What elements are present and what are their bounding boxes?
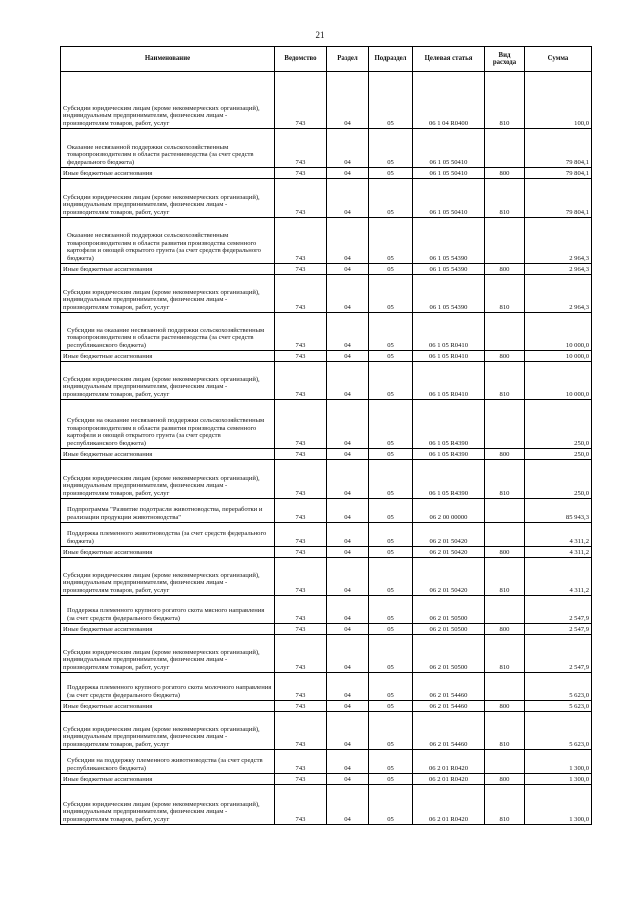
row-section: 04 (327, 499, 369, 523)
header-ministry: Ведомство (275, 47, 327, 72)
table-row (61, 596, 592, 624)
row-ministry: 743 (275, 275, 327, 313)
row-expense-type: 810 (485, 362, 525, 400)
row-expense-type (485, 313, 525, 351)
table-row (61, 499, 592, 523)
row-name: Иные бюджетные ассигнования (61, 449, 275, 460)
table-row (61, 750, 592, 774)
row-ministry: 743 (275, 400, 327, 449)
row-name: Субсидии юридическим лицам (кроме некоммерческих организаций), индивидуальным предпринимателям, физическим лицам - производителям товаров, работ, услуг (61, 362, 275, 400)
row-subsection: 05 (369, 701, 413, 712)
row-expense-type: 810 (485, 460, 525, 499)
row-name: Подпрограмма "Развитие подотрасли животноводства, переработки и реализации продукции животноводства" (61, 499, 275, 523)
row-ministry: 743 (275, 750, 327, 774)
row-target: 06 1 05 50410 (413, 179, 485, 218)
row-section: 04 (327, 635, 369, 673)
row-name: Иные бюджетные ассигнования (61, 624, 275, 635)
row-subsection: 05 (369, 449, 413, 460)
row-name: Субсидии на оказание несвязанной поддержки сельскохозяйственным товаропроизводителям в области растениеводства (за счет средств республиканского бюджета) (61, 313, 275, 351)
row-expense-type: 810 (485, 712, 525, 750)
row-subsection: 05 (369, 523, 413, 547)
row-section: 04 (327, 351, 369, 362)
header-subsection: Подраздел (369, 47, 413, 72)
row-ministry: 743 (275, 701, 327, 712)
row-name: Субсидии юридическим лицам (кроме некоммерческих организаций), индивидуальным предпринимателям, физическим лицам - производителям товаров, работ, услуг (61, 635, 275, 673)
row-subsection: 05 (369, 785, 413, 825)
row-name: Поддержка племенного крупного рогатого скота молочного направления (за счет средств федерального бюджета) (61, 673, 275, 701)
row-name: Субсидии юридическим лицам (кроме некоммерческих организаций), индивидуальным предпринимателям, физическим лицам - производителям товаров, работ, услуг (61, 712, 275, 750)
table-row (61, 547, 592, 558)
row-subsection: 05 (369, 673, 413, 701)
row-expense-type (485, 523, 525, 547)
row-section: 04 (327, 218, 369, 264)
row-amount: 4 311,2 (525, 547, 592, 558)
row-amount: 79 804,1 (525, 129, 592, 168)
row-target: 06 2 01 R0420 (413, 750, 485, 774)
row-ministry: 743 (275, 774, 327, 785)
row-name: Субсидии юридическим лицам (кроме некоммерческих организаций), индивидуальным предпринимателям, физическим лицам - производителям товаров, работ, услуг (61, 72, 275, 129)
table-row (61, 712, 592, 750)
table-row (61, 72, 592, 129)
row-target: 06 2 01 50420 (413, 558, 485, 596)
row-target: 06 2 01 50500 (413, 624, 485, 635)
table-row (61, 218, 592, 264)
row-section: 04 (327, 701, 369, 712)
row-ministry: 743 (275, 499, 327, 523)
row-amount: 250,0 (525, 400, 592, 449)
row-section: 04 (327, 712, 369, 750)
row-amount: 1 300,0 (525, 750, 592, 774)
header-section: Раздел (327, 47, 369, 72)
row-subsection: 05 (369, 596, 413, 624)
table-header-row (61, 47, 592, 72)
row-subsection: 05 (369, 264, 413, 275)
row-ministry: 743 (275, 351, 327, 362)
row-amount: 2 964,3 (525, 218, 592, 264)
row-expense-type: 810 (485, 275, 525, 313)
row-amount: 85 943,3 (525, 499, 592, 523)
row-subsection: 05 (369, 460, 413, 499)
row-expense-type (485, 750, 525, 774)
row-section: 04 (327, 168, 369, 179)
row-amount: 10 000,0 (525, 313, 592, 351)
row-expense-type (485, 596, 525, 624)
table-row (61, 558, 592, 596)
row-expense-type (485, 400, 525, 449)
table-row (61, 400, 592, 449)
row-amount: 2 547,9 (525, 624, 592, 635)
row-section: 04 (327, 596, 369, 624)
row-subsection: 05 (369, 313, 413, 351)
row-amount: 250,0 (525, 460, 592, 499)
row-subsection: 05 (369, 558, 413, 596)
row-amount: 2 964,3 (525, 275, 592, 313)
table-row (61, 523, 592, 547)
row-amount: 2 547,9 (525, 635, 592, 673)
row-subsection: 05 (369, 362, 413, 400)
row-subsection: 05 (369, 624, 413, 635)
row-section: 04 (327, 547, 369, 558)
row-section: 04 (327, 449, 369, 460)
row-name: Иные бюджетные ассигнования (61, 264, 275, 275)
row-target: 06 1 05 R0410 (413, 351, 485, 362)
row-target: 06 1 05 R0410 (413, 313, 485, 351)
row-target: 06 1 05 R4390 (413, 449, 485, 460)
row-amount: 2 964,3 (525, 264, 592, 275)
table-row (61, 635, 592, 673)
row-expense-type: 800 (485, 624, 525, 635)
row-amount: 79 804,1 (525, 179, 592, 218)
row-target: 06 1 05 54390 (413, 275, 485, 313)
row-subsection: 05 (369, 179, 413, 218)
row-target: 06 1 05 54390 (413, 218, 485, 264)
row-name: Поддержка племенного животноводства (за счет средств федерального бюджета) (61, 523, 275, 547)
row-name: Иные бюджетные ассигнования (61, 774, 275, 785)
table-row (61, 179, 592, 218)
row-ministry: 743 (275, 313, 327, 351)
row-name: Иные бюджетные ассигнования (61, 547, 275, 558)
row-subsection: 05 (369, 635, 413, 673)
row-name: Иные бюджетные ассигнования (61, 351, 275, 362)
row-ministry: 743 (275, 635, 327, 673)
row-ministry: 743 (275, 264, 327, 275)
row-amount: 10 000,0 (525, 351, 592, 362)
row-subsection: 05 (369, 275, 413, 313)
row-expense-type (485, 499, 525, 523)
table-row (61, 624, 592, 635)
row-ministry: 743 (275, 449, 327, 460)
row-target: 06 1 05 54390 (413, 264, 485, 275)
row-ministry: 743 (275, 785, 327, 825)
row-target: 06 1 05 R4390 (413, 400, 485, 449)
row-amount: 1 300,0 (525, 774, 592, 785)
row-target: 06 2 01 50500 (413, 635, 485, 673)
row-name: Субсидии юридическим лицам (кроме некоммерческих организаций), индивидуальным предпринимателям, физическим лицам - производителям товаров, работ, услуг (61, 558, 275, 596)
row-name: Субсидии юридическим лицам (кроме некоммерческих организаций), индивидуальным предпринимателям, физическим лицам - производителям товаров, работ, услуг (61, 179, 275, 218)
table-row (61, 275, 592, 313)
row-subsection: 05 (369, 499, 413, 523)
row-subsection: 05 (369, 168, 413, 179)
header-name: Наименование (61, 47, 275, 72)
row-section: 04 (327, 523, 369, 547)
row-section: 04 (327, 313, 369, 351)
row-section: 04 (327, 362, 369, 400)
row-amount: 4 311,2 (525, 558, 592, 596)
page-number: 21 (315, 30, 325, 40)
row-amount: 250,0 (525, 449, 592, 460)
row-amount: 100,0 (525, 72, 592, 129)
row-expense-type: 800 (485, 701, 525, 712)
row-target: 06 1 05 50410 (413, 168, 485, 179)
table-body (61, 72, 592, 825)
row-subsection: 05 (369, 774, 413, 785)
row-name: Субсидии на поддержку племенного животноводства (за счет средств республиканского бюджета) (61, 750, 275, 774)
row-amount: 2 547,9 (525, 596, 592, 624)
row-expense-type: 810 (485, 635, 525, 673)
table-row (61, 129, 592, 168)
row-ministry: 743 (275, 712, 327, 750)
row-subsection: 05 (369, 129, 413, 168)
row-expense-type: 810 (485, 179, 525, 218)
row-expense-type: 810 (485, 558, 525, 596)
table-row (61, 701, 592, 712)
row-ministry: 743 (275, 129, 327, 168)
row-expense-type: 810 (485, 785, 525, 825)
row-section: 04 (327, 275, 369, 313)
row-ministry: 743 (275, 596, 327, 624)
header-amount: Сумма (525, 47, 592, 72)
row-name: Субсидии юридическим лицам (кроме некоммерческих организаций), индивидуальным предпринимателям, физическим лицам - производителям товаров, работ, услуг (61, 460, 275, 499)
row-section: 04 (327, 785, 369, 825)
row-name: Поддержка племенного крупного рогатого скота мясного направления (за счет средств федерального бюджета) (61, 596, 275, 624)
row-section: 04 (327, 129, 369, 168)
row-target: 06 2 01 R0420 (413, 774, 485, 785)
row-ministry: 743 (275, 460, 327, 499)
row-ministry: 743 (275, 624, 327, 635)
row-section: 04 (327, 774, 369, 785)
row-target: 06 1 05 R0410 (413, 362, 485, 400)
table-row (61, 168, 592, 179)
row-target: 06 1 05 50410 (413, 129, 485, 168)
table-row (61, 774, 592, 785)
row-section: 04 (327, 624, 369, 635)
row-section: 04 (327, 264, 369, 275)
row-target: 06 2 01 50420 (413, 523, 485, 547)
row-name: Субсидии юридическим лицам (кроме некоммерческих организаций), индивидуальным предпринимателям, физическим лицам - производителям товаров, работ, услуг (61, 275, 275, 313)
table-row (61, 460, 592, 499)
row-target: 06 1 05 R4390 (413, 460, 485, 499)
budget-table (60, 46, 592, 825)
row-ministry: 743 (275, 72, 327, 129)
row-expense-type (485, 129, 525, 168)
header-expense-type: Вид расхода (485, 47, 525, 72)
row-amount: 5 623,0 (525, 701, 592, 712)
row-name: Иные бюджетные ассигнования (61, 168, 275, 179)
row-section: 04 (327, 400, 369, 449)
row-ministry: 743 (275, 218, 327, 264)
row-target: 06 1 04 R0400 (413, 72, 485, 129)
row-amount: 10 000,0 (525, 362, 592, 400)
row-expense-type: 800 (485, 351, 525, 362)
row-section: 04 (327, 558, 369, 596)
row-expense-type: 800 (485, 264, 525, 275)
row-section: 04 (327, 72, 369, 129)
row-expense-type: 810 (485, 72, 525, 129)
row-subsection: 05 (369, 712, 413, 750)
row-name: Оказание несвязанной поддержки сельскохозяйственным товаропроизводителям в области развития производства семенного картофеля и овощей открытого грунта (за счет средств федерального бюджета) (61, 218, 275, 264)
row-amount: 5 623,0 (525, 712, 592, 750)
row-ministry: 743 (275, 673, 327, 701)
row-expense-type: 800 (485, 774, 525, 785)
row-amount: 1 300,0 (525, 785, 592, 825)
table-row (61, 313, 592, 351)
row-amount: 79 804,1 (525, 168, 592, 179)
header-target: Целевая статья (413, 47, 485, 72)
row-name: Оказание несвязанной поддержки сельскохозяйственным товаропроизводителям в области растениеводства (за счет средств федерального бюджета) (61, 129, 275, 168)
row-name: Иные бюджетные ассигнования (61, 701, 275, 712)
row-subsection: 05 (369, 218, 413, 264)
row-name: Субсидии на оказание несвязанной поддержки сельскохозяйственным товаропроизводителям в области развития производства семенного картофеля и овощей открытого грунта (за счет средств республиканского бюджета) (61, 400, 275, 449)
row-expense-type: 800 (485, 547, 525, 558)
table-row (61, 362, 592, 400)
table-row (61, 673, 592, 701)
row-amount: 5 623,0 (525, 673, 592, 701)
row-expense-type (485, 218, 525, 264)
row-target: 06 2 01 54460 (413, 701, 485, 712)
row-target: 06 2 01 54460 (413, 673, 485, 701)
table-row (61, 264, 592, 275)
row-section: 04 (327, 179, 369, 218)
row-subsection: 05 (369, 72, 413, 129)
row-target: 06 2 00 00000 (413, 499, 485, 523)
table-row (61, 351, 592, 362)
row-subsection: 05 (369, 547, 413, 558)
row-subsection: 05 (369, 351, 413, 362)
row-ministry: 743 (275, 558, 327, 596)
row-name: Субсидии юридическим лицам (кроме некоммерческих организаций), индивидуальным предпринимателям, физическим лицам - производителям товаров, работ, услуг (61, 785, 275, 825)
row-target: 06 2 01 54460 (413, 712, 485, 750)
row-target: 06 2 01 50420 (413, 547, 485, 558)
row-ministry: 743 (275, 179, 327, 218)
row-target: 06 2 01 R0420 (413, 785, 485, 825)
table-row (61, 785, 592, 825)
row-target: 06 2 01 50500 (413, 596, 485, 624)
row-subsection: 05 (369, 750, 413, 774)
row-ministry: 743 (275, 362, 327, 400)
row-ministry: 743 (275, 168, 327, 179)
row-subsection: 05 (369, 400, 413, 449)
row-section: 04 (327, 750, 369, 774)
row-section: 04 (327, 460, 369, 499)
row-section: 04 (327, 673, 369, 701)
row-expense-type: 800 (485, 168, 525, 179)
row-ministry: 743 (275, 523, 327, 547)
row-expense-type (485, 673, 525, 701)
row-ministry: 743 (275, 547, 327, 558)
row-expense-type: 800 (485, 449, 525, 460)
row-amount: 4 311,2 (525, 523, 592, 547)
table-row (61, 449, 592, 460)
